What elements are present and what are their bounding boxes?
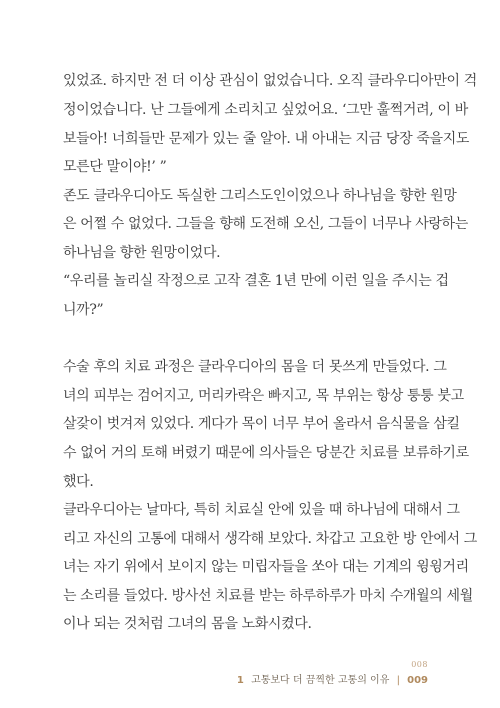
body-line: 수술 후의 치료 과정은 클라우디아의 몸을 더 못쓰게 만들었다. 그 <box>63 359 447 375</box>
body-line: 는 소리를 들었다. 방사선 치료를 받는 하루하루가 마치 수개월의 세월 <box>63 588 473 604</box>
body-line: 수 없어 거의 토해 버렸기 때문에 의사들은 당분간 치료를 보류하기로 <box>63 445 469 461</box>
footer-code: 008 <box>411 660 428 669</box>
page-number: 009 <box>407 675 428 686</box>
body-line: 정이었습니다. 난 그들에게 소리치고 싶었어요. ‘그만 훌쩍거려, 이 바 <box>63 102 468 118</box>
body-line: 있었죠. 하지만 전 더 이상 관심이 없었습니다. 오직 클라우디아만이 걱 <box>63 73 477 89</box>
body-line: 리고 자신의 고통에 대해서 생각해 보았다. 차갑고 고요한 방 안에서 그 <box>63 531 477 547</box>
body-line: 녀의 피부는 검어지고, 머리카락은 빠지고, 목 부위는 항상 퉁퉁 붓고 <box>63 388 464 404</box>
body-line: 녀는 자기 위에서 보이지 않는 미립자들을 쏘아 대는 기계의 윙윙거리 <box>63 559 469 575</box>
body-line: 했다. <box>63 474 94 490</box>
body-line: 모른단 말이야!’ ” <box>63 159 167 175</box>
body-line: 니까?” <box>63 302 104 318</box>
chapter-title: 고통보다 더 끔찍한 고통의 이유 <box>251 675 390 686</box>
body-line: 이나 되는 것처럼 그녀의 몸을 노화시켰다. <box>63 616 312 632</box>
body-line: “우리를 놀리실 작정으로 고작 결혼 1년 만에 이런 일을 주시는 겁 <box>63 273 449 289</box>
body-line: 보들아! 너희들만 문제가 있는 줄 알아. 내 아내는 지금 당장 죽을지도 <box>63 131 470 147</box>
body-line: 살갗이 벗겨져 있었다. 게다가 목이 너무 부어 올라서 음식물을 삼킬 <box>63 416 460 432</box>
body-line: 하나님을 향한 원망이었다. <box>63 245 221 261</box>
page-footer <box>237 674 428 688</box>
body-line: 은 어쩔 수 없었다. 그들을 향해 도전해 오신, 그들이 너무나 사랑하는 <box>63 216 468 232</box>
chapter-number: 1 <box>236 675 244 686</box>
footer-separator: | <box>396 675 400 686</box>
body-line: 존도 클라우디아도 독실한 그리스도인이었으나 하나님을 향한 원망 <box>63 188 457 204</box>
body-line: 클라우디아는 날마다, 특히 치료실 안에 있을 때 하나님에 대해서 그 <box>63 502 460 518</box>
